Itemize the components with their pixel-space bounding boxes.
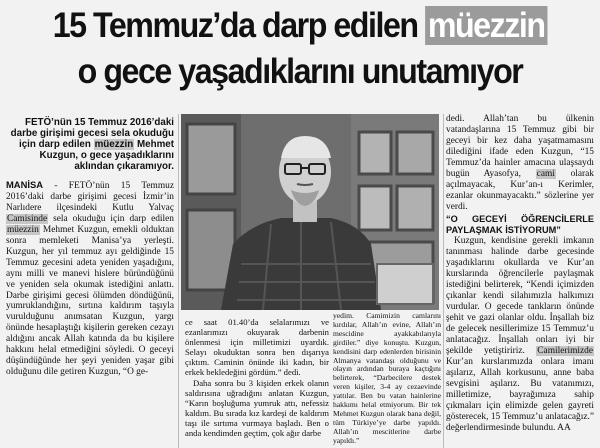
highlight-word: Camilerimizde [537, 346, 593, 357]
highlight-word: müezzin [7, 224, 39, 235]
body-text: Kuzgun, kendisine gerekli imkanın tanınması halinde darbe gecesinde yaşadıklarını okullarda ve Kur’an kurslarında öğrencilerle paylaşmak istediğini belirterek, “Kendi içimizden çıkanlar kendi silahımızla halkımızı vurdular. O gecede tankların önünde şehit ve gazi olanlar oldu. İnşallah biz de gelecek nesillerimize 15 Temmuz’u anlatacağız. İnşallah onları iyi bir şekilde yetiştiririz. [446, 236, 594, 357]
portrait-illustration [181, 114, 439, 310]
body-paragraph: ce saat 01.40’da selalarımızı ve ezanlarımızı okuyarak darbenin önlenmesi için milletimizi uyardık. Selayı okuduktan sonra ben dışarıya çıktım. Caminin önünde iki kadın, bir erkek bekledeğini gördüm.” dedi. [185, 317, 329, 378]
body-text: - FETÖ’nün 15 Temmuz 2016’daki darbe girişimi gecesi İzmir’in Narlıdere ilçesindeki Kutlu Yalvaç [6, 181, 174, 213]
body-paragraph [6, 180, 174, 378]
body-text: Mehmet Kuzgun, emekli olduktan sonra memleketi Manisa’ya yerleşti. Kuzgun, her yıl temmuz ayı geldiğinde 15 Temmuz gecesini adeta yeniden yaşadığını, aynı milli ve manevi hislere büründüğünü ve yeniden sela okumak istediğini anlattı. Darbe girişimi gecesi ölümden döndüğünü, yumruklandığını, sırtına kaldırım taşıyla vurulduğunu anımsatan Kuzgun, yargı önünde hesaplaştığı kişilerin gereken cezayı aldığını ancak Allah katında da bu kişilere hakkını helal etmediğini söyledi. O geceyi düşündüğünde her şeyi yeniden yaşar gibi olduğunu dile getiren Kuzgun, “O ge- [6, 224, 174, 378]
column-divider [443, 114, 444, 448]
article-column-3 [333, 312, 441, 446]
article-column-4 [446, 114, 594, 434]
headline-line-1 [24, 6, 576, 46]
article-photo [181, 114, 439, 310]
headline-text-1: 15 Temmuz’da darp edilen [52, 6, 426, 45]
body-paragraph: yedim. Camimizin camlarını kırdılar, Allah’ın evine, Allah’ın mescidine ayakkabılarıyla girdiler.” diye konuştu. Kuzgun, kendisini darp edenlerden birisinin Almanya vatandaşı olduğunu ve olayın ardından buraya kaçtığını belirterek, “Darbecilere destek veren kişiler, 3-4 ay cezaevinde yattılar. Ben bu vatan hainlerine hakkımı helal etmiyorum. Bir tek Mehmet Kuzgun olarak bana değil, tüm Türkiye’ye darbe yapıldı. Allah’ın mescitlerine darbe yapıldı.” [333, 311, 441, 445]
lead-highlight: müezzin [94, 139, 134, 150]
body-paragraph: Daha sonra bu 3 kişiden erkek olanın saldırısına uğradığını anlatan Kuzgun, “Karın boşluğuma yumruk attı, nefessiz kaldım. Bu sırada kız kardeşi de kaldırım taşı ile sırtıma vurmaya başladı. Ben o anda kendimden geçtim, çok ağır darbe [185, 377, 329, 439]
body-text: olarak açılmayacak, Kur’an-ı Kerimler, ezanlar okunmayacaktı.” sözlerine yer verdi. [446, 168, 594, 212]
headline-line-2: o gece yaşadıklarını unutamıyor [77, 52, 523, 91]
body-text: Kur’an kurslarımızda onlara imanı aşılarız, Allah korkusunu, anne baba sevgisini aşılarız. Bu vatanımızı, milletimize, bayrağımıza sahip çıkmaları için elimizde gelen gayreti gösterecek, 15 Temmuz’u anlatacağız.” değerlendirmesinde bulundu. AA [446, 356, 594, 433]
article-column-2 [185, 317, 329, 438]
body-paragraph [446, 114, 594, 213]
body-text: dedi. Allah’tan bu ülkenin vatandaşlarına 15 Temmuz gibi bir geceyi bir kez daha yaşatmamasını dilediğini ifade eden Kuzgun, “15 Temmuz’da hainler amacına ulaşsaydı bugün Ayasofya, [446, 114, 594, 179]
body-paragraph [446, 236, 594, 433]
lead-text: FETÖ’nün 15 Temmuz 2016’daki darbe girişimi gecesi sela okuduğu için darp edilen [10, 117, 174, 150]
subheading: “O GECEYİ ÖĞRENCİLERLE PAYLAŞMAK İSTİYORUM” [446, 213, 594, 235]
column-divider [178, 114, 179, 448]
highlight-word: cami [536, 168, 555, 179]
headline-highlight: müezzin [425, 6, 547, 45]
dateline-city: MANİSA [6, 179, 43, 190]
body-text: sela okuduğu için darp edilen [48, 213, 174, 224]
lead-text-end: Mehmet Kuzgun, o gece yaşadıklarını aklından çıkaramıyor. [39, 139, 174, 172]
highlight-word: Camisinde [7, 213, 48, 224]
article-lead [6, 117, 174, 172]
article-column-1 [6, 117, 174, 378]
